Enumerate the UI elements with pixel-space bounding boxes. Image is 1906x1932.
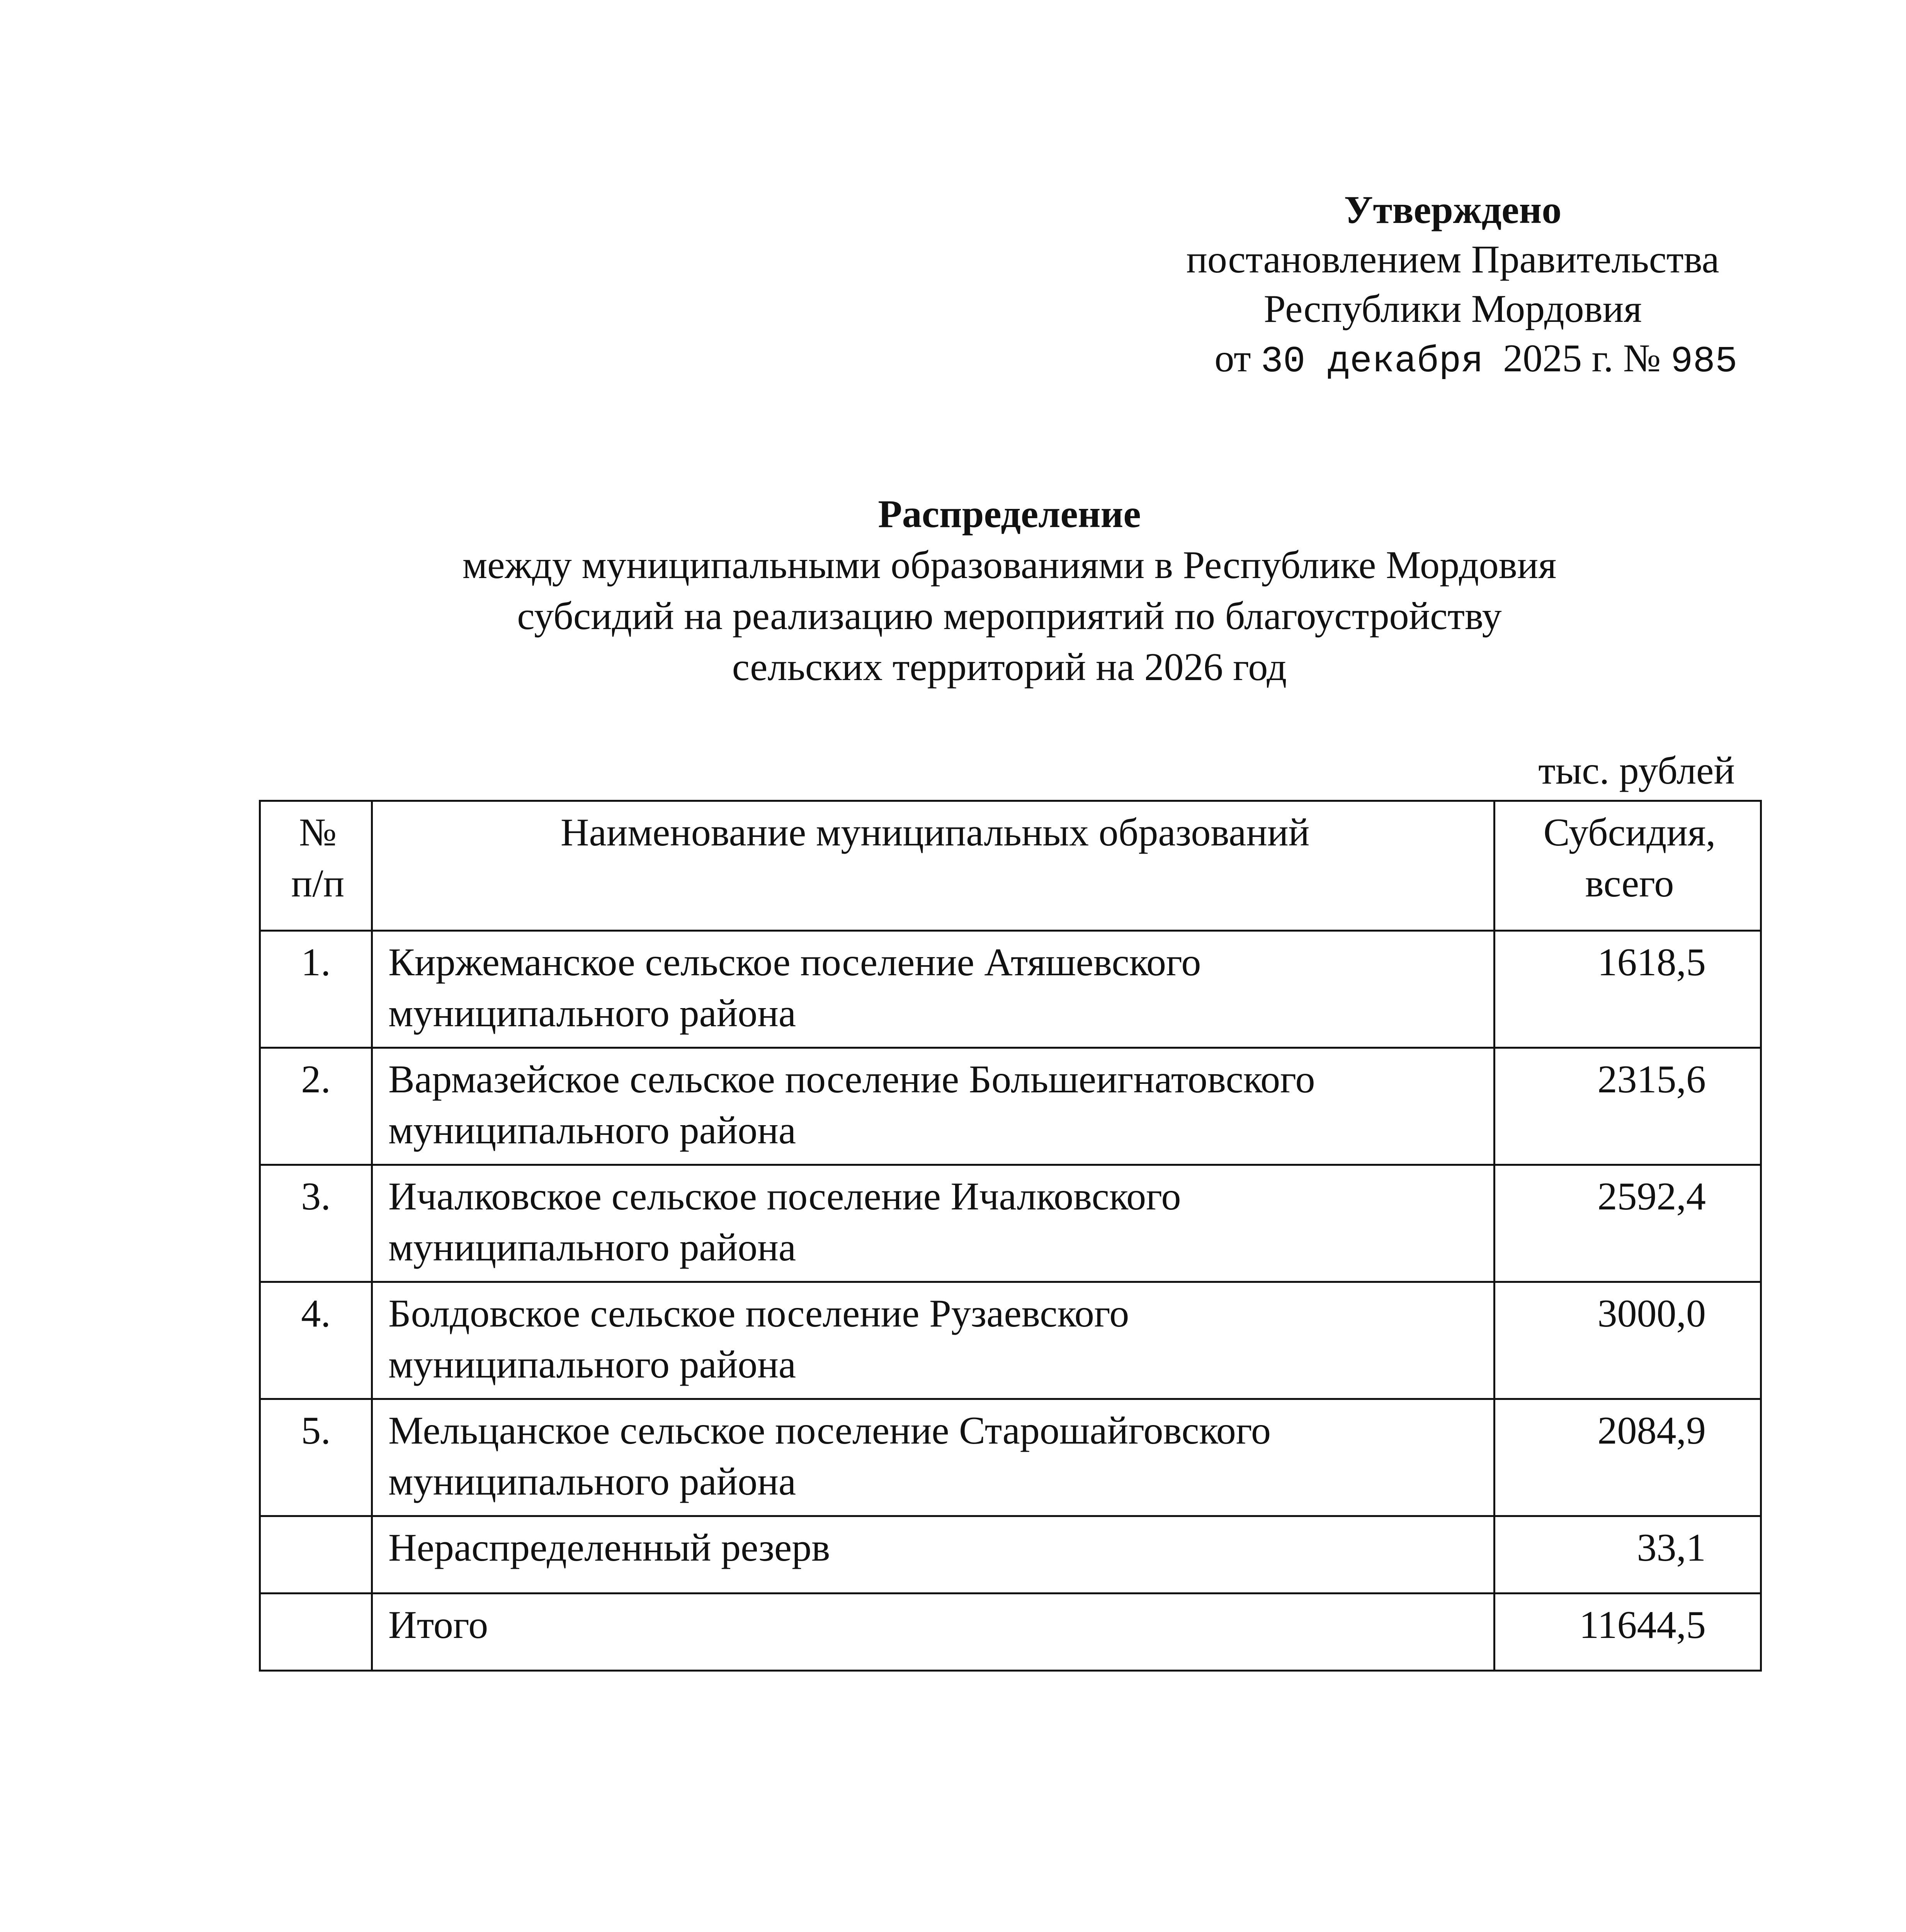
unit-label: тыс. рублей xyxy=(1538,749,1735,793)
table-row xyxy=(260,1399,1761,1516)
reserve-name: Нераспределенный резерв xyxy=(372,1516,1495,1594)
row-name xyxy=(372,1165,1495,1282)
reserve-num xyxy=(260,1516,372,1594)
table-header-row xyxy=(260,801,1761,931)
approval-date-prefix: от xyxy=(1214,337,1251,380)
table-row xyxy=(260,1282,1761,1399)
approval-stamp xyxy=(1105,185,1801,386)
row-name xyxy=(372,1048,1495,1165)
row-num: 4. xyxy=(260,1282,372,1399)
row-name-line-2: муниципального района xyxy=(388,1460,796,1503)
header-sum-line-2: всего xyxy=(1585,862,1674,905)
row-name-line-2: муниципального района xyxy=(388,1343,796,1386)
table-row xyxy=(260,931,1761,1048)
header-sum-line-1: Субсидия, xyxy=(1543,811,1716,854)
table-row xyxy=(260,1165,1761,1282)
total-row xyxy=(260,1594,1761,1671)
row-name xyxy=(372,1282,1495,1399)
row-name-line-2: муниципального района xyxy=(388,1226,796,1269)
total-name: Итого xyxy=(372,1594,1495,1671)
row-name-line-1: Вармазейское сельское поселение Большеигнатовского xyxy=(388,1058,1315,1101)
row-num: 3. xyxy=(260,1165,372,1282)
row-value: 2592,4 xyxy=(1495,1165,1761,1282)
header-name xyxy=(372,801,1495,931)
row-name-line-1: Мельцанское сельское поселение Старошайговского xyxy=(388,1409,1271,1452)
header-num-line-2: п/п xyxy=(291,862,345,905)
row-num: 1. xyxy=(260,931,372,1048)
row-name xyxy=(372,931,1495,1048)
row-value: 3000,0 xyxy=(1495,1282,1761,1399)
approval-title: Утверждено xyxy=(1344,188,1562,232)
document-subtitle-line-3: сельских территорий на 2026 год xyxy=(732,645,1287,689)
row-value: 2084,9 xyxy=(1495,1399,1761,1516)
reserve-row xyxy=(260,1516,1761,1594)
row-name-line-2: муниципального района xyxy=(388,992,796,1035)
approval-date-year: 2025 г. № xyxy=(1503,337,1661,380)
row-value: 2315,6 xyxy=(1495,1048,1761,1165)
document-heading: Распределение xyxy=(878,492,1141,536)
approval-date-day-month: 30 декабря xyxy=(1261,340,1484,383)
row-name-line-2: муниципального района xyxy=(388,1109,796,1152)
row-name xyxy=(372,1399,1495,1516)
row-name-line-1: Киржеманское сельское поселение Атяшевского xyxy=(388,940,1201,984)
row-value: 1618,5 xyxy=(1495,931,1761,1048)
approval-line-1: постановлением Правительства xyxy=(1186,238,1719,281)
header-sum xyxy=(1495,801,1761,931)
row-num: 2. xyxy=(260,1048,372,1165)
document-subtitle-line-1: между муниципальными образованиями в Республике Мордовия xyxy=(462,543,1557,587)
document-subtitle-line-2: субсидий на реализацию мероприятий по благоустройству xyxy=(517,594,1502,638)
distribution-table xyxy=(259,800,1762,1672)
table-row xyxy=(260,1048,1761,1165)
row-name-line-1: Ичалковское сельское поселение Ичалковского xyxy=(388,1175,1181,1218)
total-num xyxy=(260,1594,372,1671)
row-name-line-1: Болдовское сельское поселение Рузаевского xyxy=(388,1292,1129,1335)
approval-line-2: Республики Мордовия xyxy=(1263,287,1642,331)
header-num xyxy=(260,801,372,931)
total-value: 11644,5 xyxy=(1495,1594,1761,1671)
approval-number: 985 xyxy=(1670,340,1738,383)
header-name-text: Наименование муниципальных образований xyxy=(560,811,1310,854)
header-num-line-1: № xyxy=(299,811,337,854)
approval-date-line xyxy=(1151,334,1801,386)
document-title-block xyxy=(259,489,1760,693)
reserve-value: 33,1 xyxy=(1495,1516,1761,1594)
row-num: 5. xyxy=(260,1399,372,1516)
